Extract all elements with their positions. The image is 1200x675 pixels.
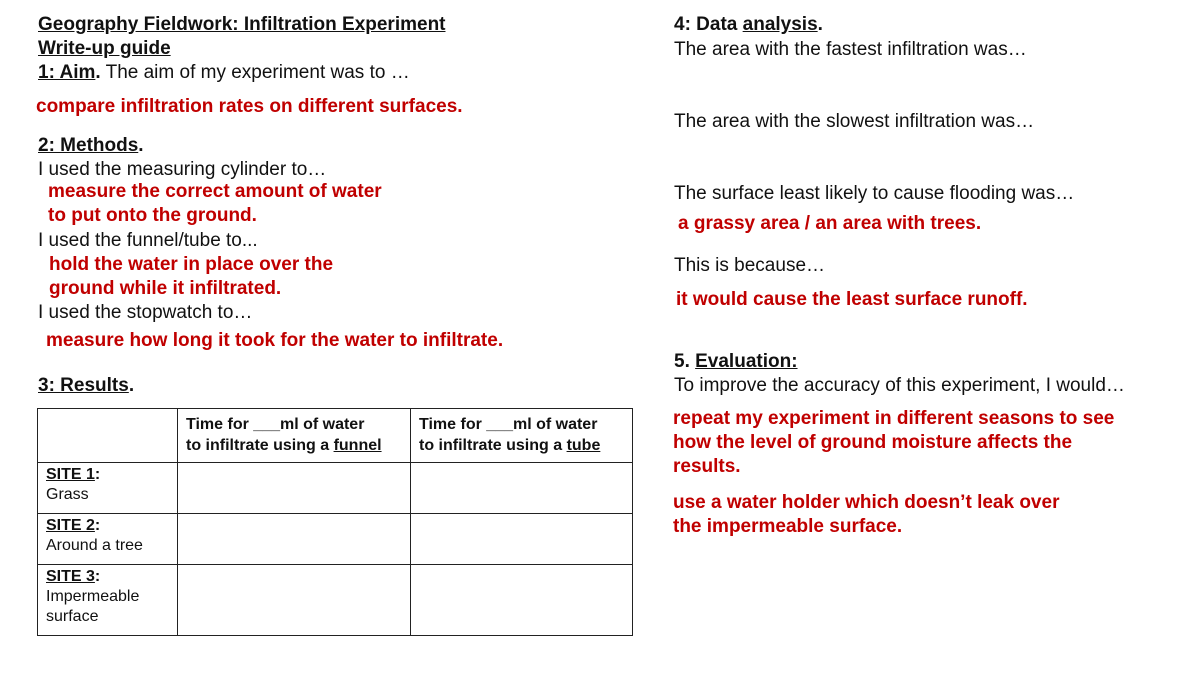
site-3-desc-line1: Impermeable <box>46 588 140 605</box>
site-2-funnel-cell[interactable] <box>178 514 411 565</box>
results-heading-dot: . <box>128 375 135 396</box>
table-row <box>38 565 633 636</box>
results-heading: 3: Results <box>38 375 129 396</box>
table-header-row <box>38 409 633 463</box>
table-row <box>38 514 633 565</box>
site-2-colon: : <box>94 517 101 534</box>
site-1-funnel-cell[interactable] <box>178 463 411 514</box>
evaluation-prompt: To improve the accuracy of this experiment, I would… <box>674 375 1125 396</box>
aim-heading-dot: . <box>95 62 101 83</box>
site-3-tube-cell[interactable] <box>411 565 633 636</box>
methods-answer-3: measure how long it took for the water to infiltrate. <box>46 330 504 351</box>
methods-prompt-1: I used the measuring cylinder to… <box>38 159 327 180</box>
aim-line <box>38 62 410 84</box>
methods-answer-2a: hold the water in place over the <box>49 254 334 275</box>
site-3-funnel-cell[interactable] <box>178 565 411 636</box>
site-3-colon: : <box>94 568 101 585</box>
tube-header-line1: Time for ___ml of water <box>419 416 598 433</box>
methods-prompt-2: I used the funnel/tube to... <box>38 230 258 251</box>
aim-heading: 1: Aim <box>38 62 96 83</box>
funnel-column-header <box>178 409 411 463</box>
evaluation-answer-1c: results. <box>673 456 741 477</box>
analysis-question-because: This is because… <box>674 255 826 276</box>
methods-heading-line <box>38 135 144 157</box>
site-1-tube-cell[interactable] <box>411 463 633 514</box>
site-2-tube-cell[interactable] <box>411 514 633 565</box>
results-table <box>37 408 633 636</box>
aim-answer: compare infiltration rates on different surfaces. <box>36 96 463 117</box>
evaluation-heading-line <box>674 351 798 373</box>
site-2-cell <box>38 514 178 565</box>
analysis-answer-because: it would cause the least surface runoff. <box>676 289 1028 310</box>
funnel-header-line2: to infiltrate using a <box>186 437 334 454</box>
methods-prompt-3: I used the stopwatch to… <box>38 302 253 323</box>
methods-answer-1b: to put onto the ground. <box>48 205 257 226</box>
methods-answer-1a: measure the correct amount of water <box>48 181 382 202</box>
evaluation-answer-1a: repeat my experiment in different seasons to see <box>673 408 1115 429</box>
page-title: Geography Fieldwork: Infiltration Experiment <box>38 14 446 35</box>
site-3-desc-line2: surface <box>46 608 99 625</box>
evaluation-heading-num: 5. <box>674 351 696 372</box>
evaluation-heading-word: Evaluation: <box>695 351 798 372</box>
results-heading-line <box>38 375 134 397</box>
analysis-heading-line <box>674 14 823 36</box>
site-3-label: SITE 3 <box>46 568 95 585</box>
site-2-desc: Around a tree <box>46 537 143 554</box>
site-2-label: SITE 2 <box>46 517 95 534</box>
funnel-header-line1: Time for ___ml of water <box>186 416 365 433</box>
tube-keyword: tube <box>566 437 601 454</box>
tube-column-header <box>411 409 633 463</box>
analysis-question-slowest: The area with the slowest infiltration was… <box>674 111 1035 132</box>
analysis-heading-num: 4: Data <box>674 14 743 35</box>
funnel-keyword: funnel <box>333 437 382 454</box>
site-1-colon: : <box>94 466 101 483</box>
evaluation-answer-1b: how the level of ground moisture affects the <box>673 432 1073 453</box>
analysis-answer-flooding: a grassy area / an area with trees. <box>678 213 982 234</box>
tube-header-line2: to infiltrate using a <box>419 437 567 454</box>
evaluation-answer-2b: the impermeable surface. <box>673 516 903 537</box>
site-1-cell <box>38 463 178 514</box>
methods-heading: 2: Methods <box>38 135 139 156</box>
site-1-desc: Grass <box>46 486 89 503</box>
methods-heading-dot: . <box>138 135 144 156</box>
table-corner-cell <box>38 409 178 463</box>
page-subtitle: Write-up guide <box>38 38 171 59</box>
site-1-label: SITE 1 <box>46 466 95 483</box>
analysis-question-flooding: The surface least likely to cause flooding was… <box>674 183 1075 204</box>
table-row <box>38 463 633 514</box>
aim-prompt: The aim of my experiment was to … <box>100 62 410 83</box>
methods-answer-2b: ground while it infiltrated. <box>49 278 282 299</box>
site-3-cell <box>38 565 178 636</box>
analysis-question-fastest: The area with the fastest infiltration was… <box>674 39 1027 60</box>
analysis-heading-dot: . <box>817 14 823 35</box>
analysis-heading-word: analysis <box>742 14 818 35</box>
evaluation-answer-2a: use a water holder which doesn’t leak over <box>673 492 1060 513</box>
